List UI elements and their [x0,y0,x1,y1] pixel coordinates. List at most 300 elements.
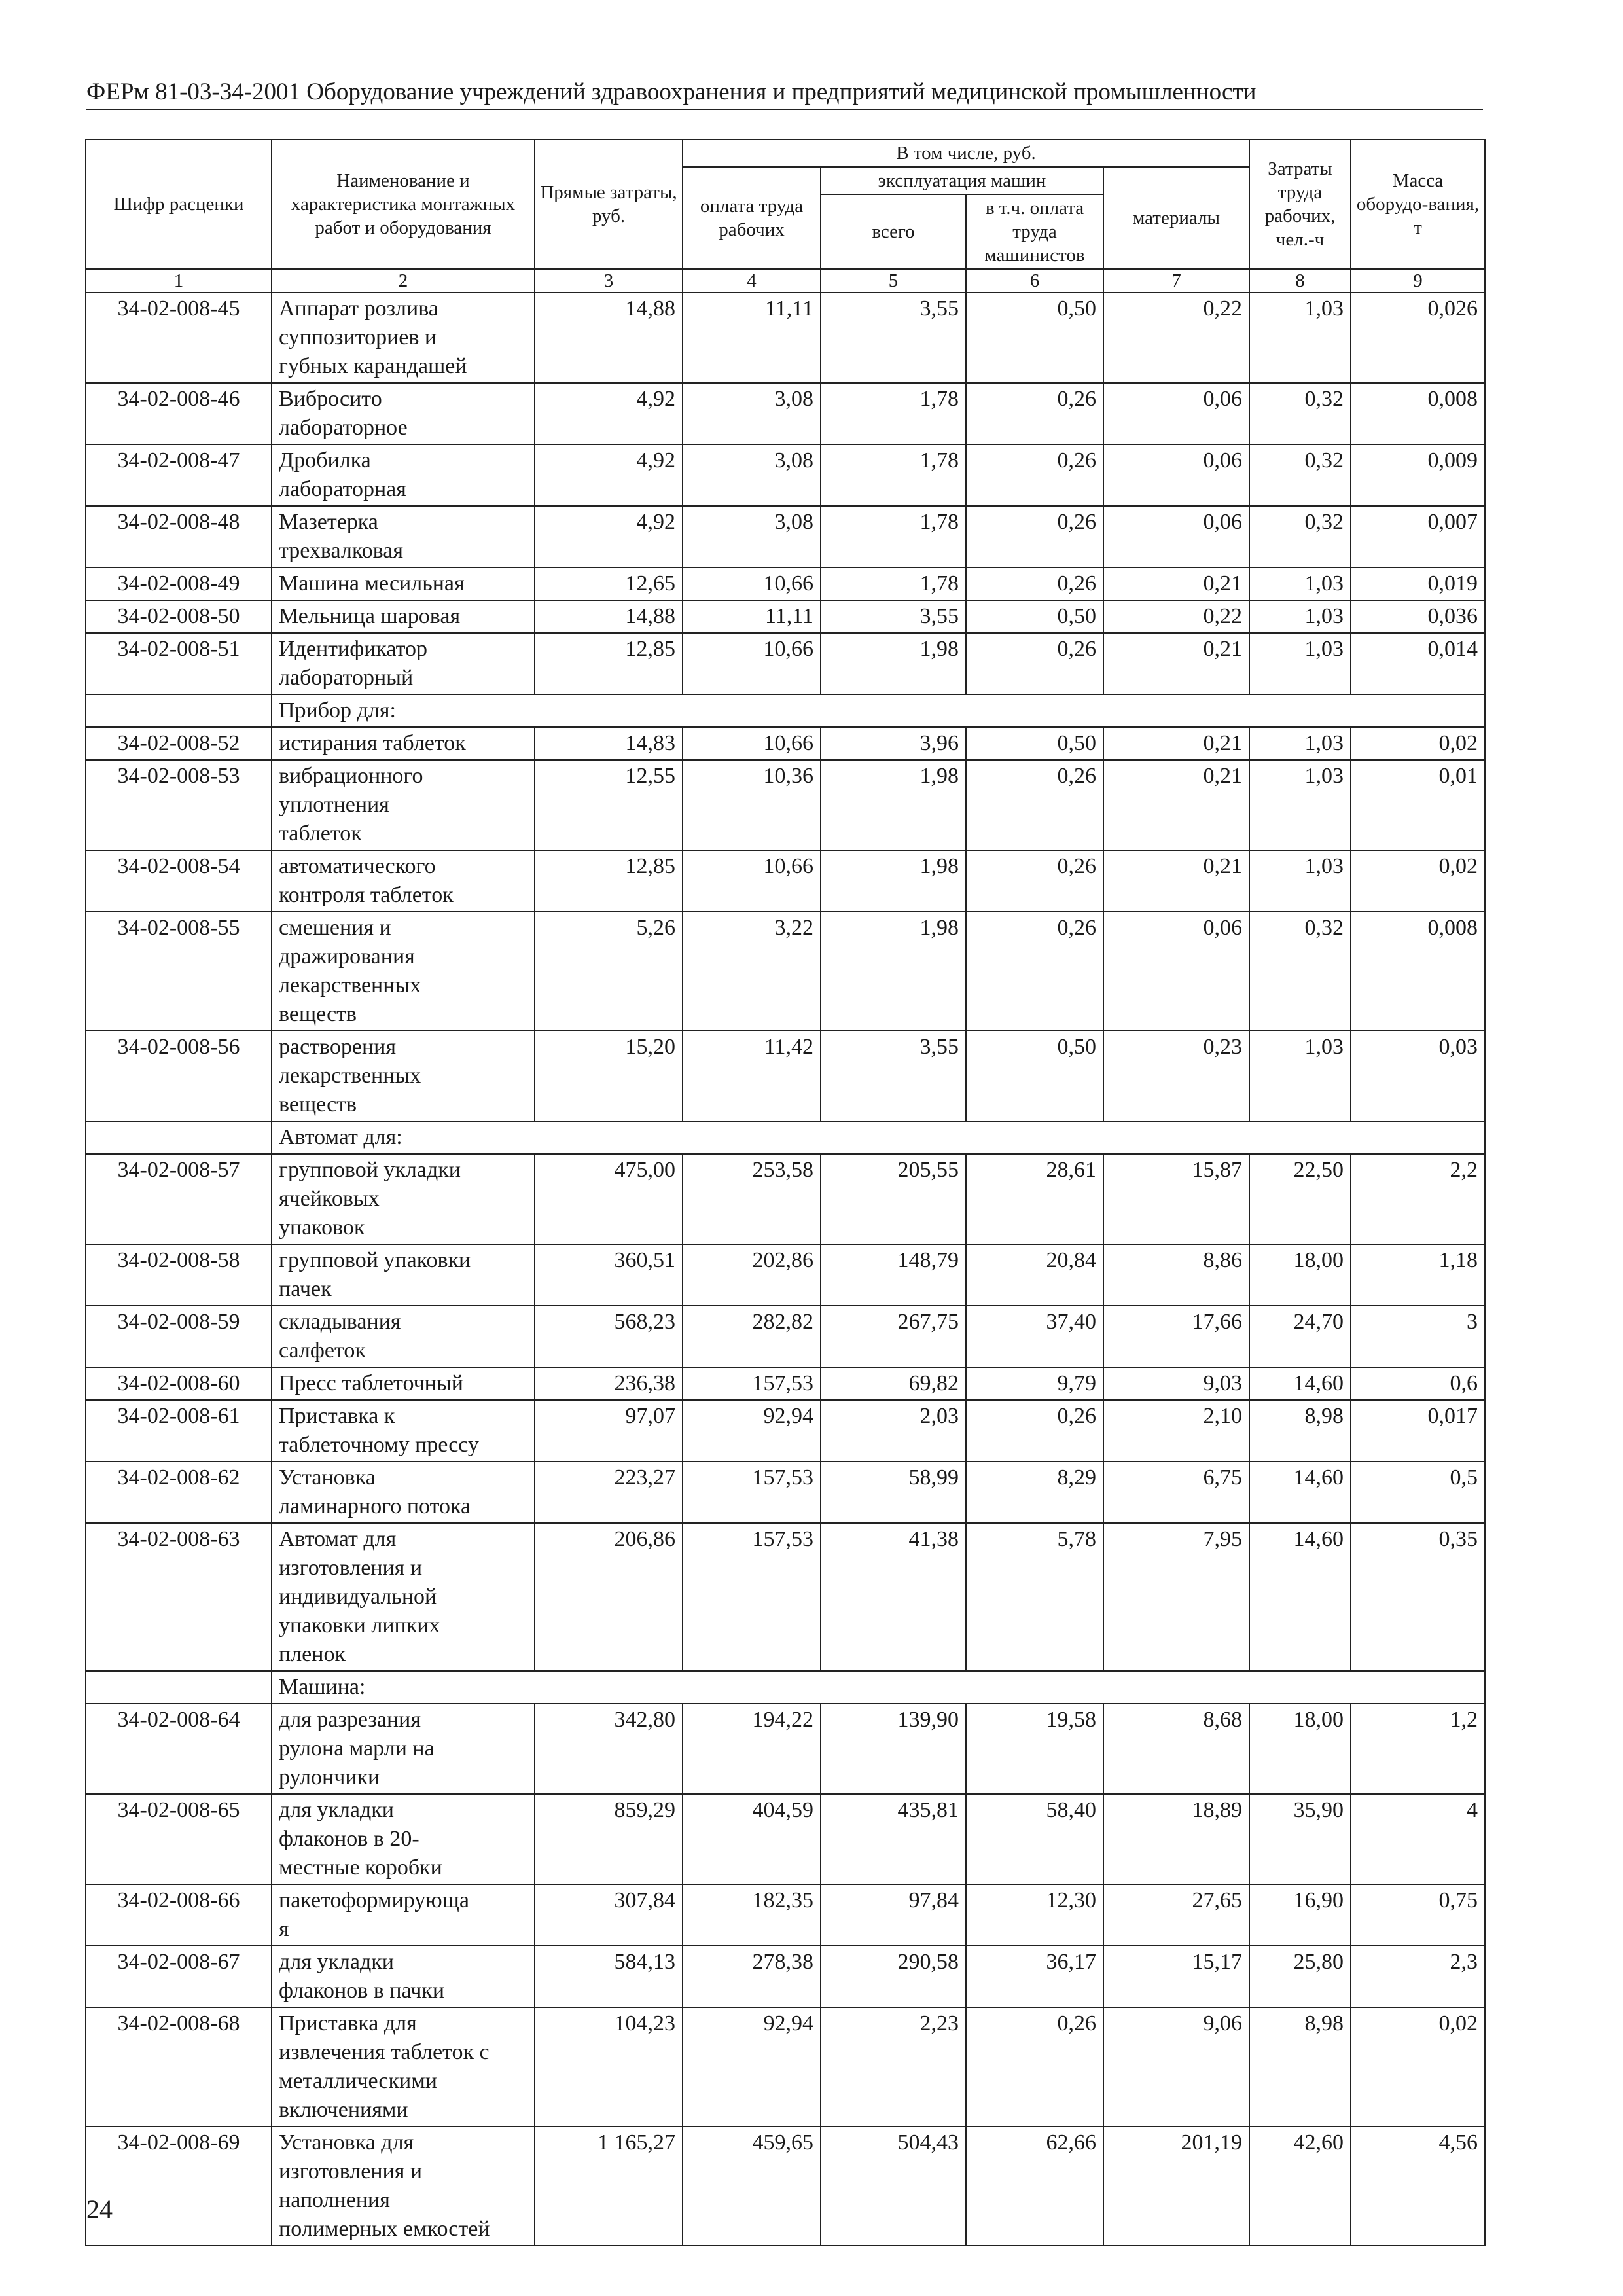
worker-wages-value: 253,58 [683,1154,821,1244]
equipment-name-line: для укладки [279,1950,394,1974]
equipment-name [272,1154,535,1244]
rate-code: 34-02-008-62 [86,1462,272,1523]
worker-wages-value: 3,22 [683,912,821,1031]
page-number: 24 [86,2195,113,2224]
machinist-wages-value: 0,26 [966,506,1103,567]
equipment-name-line: местные коробки [279,1856,442,1880]
equipment-name-line: таблеточному прессу [279,1433,479,1457]
machinist-wages-value: 0,26 [966,912,1103,1031]
equipment-name-line: контроля таблеток [279,883,454,907]
equipment-name-line: флаконов в 20- [279,1827,419,1851]
mass-value: 0,03 [1351,1031,1485,1121]
table-row [86,633,1485,694]
column-number: 2 [272,269,535,293]
equipment-name [272,2126,535,2246]
machine-total-value: 1,98 [821,850,966,912]
equipment-name-line: дражирования [279,944,415,969]
table-row [86,444,1485,506]
materials-value: 0,21 [1103,633,1249,694]
equipment-name-line: Машина месильная [279,571,465,596]
equipment-name [272,1884,535,1946]
header-labor-costs: Затраты труда рабочих, чел.-ч [1249,139,1351,269]
labor-costs-value: 1,03 [1249,633,1351,694]
section-code-cell [86,694,272,727]
equipment-name-line: веществ [279,1002,357,1026]
machinist-wages-value: 0,26 [966,567,1103,600]
column-number: 1 [86,269,272,293]
equipment-name-line: флаконов в пачки [279,1979,445,2003]
machine-total-value: 58,99 [821,1462,966,1523]
labor-costs-value: 1,03 [1249,760,1351,850]
table-row [86,850,1485,912]
equipment-name-line: Установка для [279,2130,414,2155]
column-number: 4 [683,269,821,293]
worker-wages-value: 278,38 [683,1946,821,2007]
machinist-wages-value: 0,26 [966,444,1103,506]
machinist-wages-value: 37,40 [966,1306,1103,1367]
column-number: 8 [1249,269,1351,293]
equipment-name [272,2007,535,2126]
labor-costs-value: 18,00 [1249,1704,1351,1794]
labor-costs-value: 18,00 [1249,1244,1351,1306]
table-row [86,293,1485,383]
equipment-name [272,1244,535,1306]
rate-code: 34-02-008-49 [86,567,272,600]
worker-wages-value: 3,08 [683,506,821,567]
labor-costs-value: 14,60 [1249,1367,1351,1400]
rate-code: 34-02-008-45 [86,293,272,383]
mass-value: 0,009 [1351,444,1485,506]
table-row [86,1946,1485,2007]
equipment-name [272,444,535,506]
rate-code: 34-02-008-63 [86,1523,272,1671]
machine-total-value: 2,23 [821,2007,966,2126]
labor-costs-value: 0,32 [1249,444,1351,506]
column-number: 6 [966,269,1103,293]
machinist-wages-value: 0,26 [966,383,1103,444]
materials-value: 201,19 [1103,2126,1249,2246]
materials-value: 9,03 [1103,1367,1249,1400]
rate-code: 34-02-008-52 [86,727,272,760]
equipment-name-line: металлическими [279,2069,437,2093]
worker-wages-value: 157,53 [683,1367,821,1400]
table-row [86,1031,1485,1121]
rate-code: 34-02-008-56 [86,1031,272,1121]
equipment-name-line: групповой упаковки [279,1248,471,1272]
materials-value: 6,75 [1103,1462,1249,1523]
direct-costs-value: 859,29 [535,1794,683,1884]
table-row [86,760,1485,850]
worker-wages-value: 10,66 [683,727,821,760]
worker-wages-value: 282,82 [683,1306,821,1367]
labor-costs-value: 8,98 [1249,2007,1351,2126]
table-row [86,727,1485,760]
mass-value: 0,02 [1351,2007,1485,2126]
machine-total-value: 148,79 [821,1244,966,1306]
worker-wages-value: 10,36 [683,760,821,850]
mass-value: 0,008 [1351,383,1485,444]
equipment-name-line: ячейковых [279,1187,380,1211]
materials-value: 0,21 [1103,760,1249,850]
equipment-name-line: для укладки [279,1798,394,1822]
equipment-name-line: Пресс таблеточный [279,1371,463,1395]
labor-costs-value: 1,03 [1249,850,1351,912]
equipment-name [272,383,535,444]
labor-costs-value: 22,50 [1249,1154,1351,1244]
table-row [86,1154,1485,1244]
worker-wages-value: 11,11 [683,293,821,383]
equipment-name-line: вибрационного [279,764,423,788]
direct-costs-value: 475,00 [535,1154,683,1244]
machinist-wages-value: 9,79 [966,1367,1103,1400]
equipment-name-line: лабораторный [279,666,414,690]
direct-costs-value: 307,84 [535,1884,683,1946]
machine-total-value: 3,96 [821,727,966,760]
materials-value: 8,68 [1103,1704,1249,1794]
section-row [86,694,1485,727]
rate-code: 34-02-008-59 [86,1306,272,1367]
worker-wages-value: 3,08 [683,383,821,444]
rate-code: 34-02-008-68 [86,2007,272,2126]
header-including: В том числе, руб. [683,139,1249,167]
column-number: 9 [1351,269,1485,293]
rate-code: 34-02-008-55 [86,912,272,1031]
header-code: Шифр расценки [86,139,272,269]
rate-code: 34-02-008-65 [86,1794,272,1884]
materials-value: 0,22 [1103,600,1249,633]
equipment-name-line: трехвалковая [279,539,404,563]
header-machine-total: всего [821,194,966,269]
machine-total-value: 504,43 [821,2126,966,2246]
table-row [86,2126,1485,2246]
machinist-wages-value: 0,26 [966,2007,1103,2126]
direct-costs-value: 236,38 [535,1367,683,1400]
equipment-name-line: рулона марли на [279,1736,435,1761]
machine-total-value: 3,55 [821,1031,966,1121]
machine-total-value: 97,84 [821,1884,966,1946]
header-materials: материалы [1103,167,1249,269]
materials-value: 8,86 [1103,1244,1249,1306]
header-worker-wages: оплата труда рабочих [683,167,821,269]
machinist-wages-value: 0,50 [966,293,1103,383]
machinist-wages-value: 0,26 [966,633,1103,694]
equipment-name-line: лекарственных [279,1064,421,1088]
equipment-name-line: уплотнения [279,793,389,817]
table-row [86,506,1485,567]
direct-costs-value: 14,88 [535,293,683,383]
equipment-name [272,1031,535,1121]
equipment-name-line: пачек [279,1277,332,1301]
direct-costs-value: 12,85 [535,850,683,912]
table-row [86,1523,1485,1671]
mass-value: 0,017 [1351,1400,1485,1462]
equipment-name-line: изготовления и [279,1556,423,1580]
materials-value: 18,89 [1103,1794,1249,1884]
mass-value: 0,036 [1351,600,1485,633]
machinist-wages-value: 28,61 [966,1154,1103,1244]
materials-value: 7,95 [1103,1523,1249,1671]
rate-code: 34-02-008-69 [86,2126,272,2246]
mass-value: 0,5 [1351,1462,1485,1523]
equipment-name [272,506,535,567]
mass-value: 0,026 [1351,293,1485,383]
labor-costs-value: 16,90 [1249,1884,1351,1946]
materials-value: 15,87 [1103,1154,1249,1244]
section-title: Автомат для: [272,1121,1485,1154]
table-row [86,1244,1485,1306]
rate-code: 34-02-008-61 [86,1400,272,1462]
rate-code: 34-02-008-48 [86,506,272,567]
header-machinist-wages: в т.ч. оплата труда машинистов [966,194,1103,269]
materials-value: 2,10 [1103,1400,1249,1462]
machine-total-value: 1,78 [821,444,966,506]
equipment-name-line: Приставка для [279,2011,417,2036]
equipment-name [272,727,535,760]
machinist-wages-value: 12,30 [966,1884,1103,1946]
equipment-name-line: лекарственных [279,973,421,997]
equipment-name [272,567,535,600]
labor-costs-value: 14,60 [1249,1462,1351,1523]
equipment-name-line: Приставка к [279,1404,395,1428]
rate-code: 34-02-008-54 [86,850,272,912]
equipment-name-line: индивидуальной [279,1585,437,1609]
worker-wages-value: 10,66 [683,567,821,600]
equipment-name [272,850,535,912]
table-row [86,2007,1485,2126]
equipment-name-line: веществ [279,1092,357,1117]
machine-total-value: 1,98 [821,633,966,694]
machinist-wages-value: 19,58 [966,1704,1103,1794]
direct-costs-value: 104,23 [535,2007,683,2126]
labor-costs-value: 24,70 [1249,1306,1351,1367]
labor-costs-value: 1,03 [1249,600,1351,633]
labor-costs-value: 1,03 [1249,567,1351,600]
equipment-name-line: наполнения [279,2188,390,2212]
equipment-name-line: растворения [279,1035,396,1059]
section-code-cell [86,1121,272,1154]
worker-wages-value: 194,22 [683,1704,821,1794]
equipment-name-line: складывания [279,1310,401,1334]
labor-costs-value: 0,32 [1249,912,1351,1031]
equipment-name-line: Аппарат розлива [279,296,438,321]
table-row [86,1704,1485,1794]
materials-value: 0,06 [1103,506,1249,567]
labor-costs-value: 35,90 [1249,1794,1351,1884]
mass-value: 1,18 [1351,1244,1485,1306]
machine-total-value: 1,78 [821,383,966,444]
rate-code: 34-02-008-60 [86,1367,272,1400]
mass-value: 4,56 [1351,2126,1485,2246]
equipment-name-line: Дробилка [279,448,371,473]
table-row [86,1367,1485,1400]
materials-value: 0,06 [1103,383,1249,444]
machine-total-value: 3,55 [821,293,966,383]
machinist-wages-value: 0,26 [966,850,1103,912]
equipment-name-line: упаковки липких [279,1613,440,1638]
header-direct-costs: Прямые затраты, руб. [535,139,683,269]
worker-wages-value: 11,11 [683,600,821,633]
materials-value: 0,23 [1103,1031,1249,1121]
table-row [86,1306,1485,1367]
direct-costs-value: 584,13 [535,1946,683,2007]
table-header [86,139,1485,293]
equipment-name [272,1946,535,2007]
table-row [86,1884,1485,1946]
equipment-name [272,1367,535,1400]
machinist-wages-value: 36,17 [966,1946,1103,2007]
equipment-name-line: лабораторное [279,416,408,440]
equipment-name-line: истирания таблеток [279,731,466,755]
labor-costs-value: 14,60 [1249,1523,1351,1671]
rate-code: 34-02-008-57 [86,1154,272,1244]
machinist-wages-value: 5,78 [966,1523,1103,1671]
table-row [86,1794,1485,1884]
direct-costs-value: 223,27 [535,1462,683,1523]
equipment-name-line: изготовления и [279,2159,423,2183]
mass-value: 2,3 [1351,1946,1485,2007]
rate-code: 34-02-008-51 [86,633,272,694]
rate-code: 34-02-008-67 [86,1946,272,2007]
equipment-name-line: групповой укладки [279,1158,461,1182]
worker-wages-value: 459,65 [683,2126,821,2246]
materials-value: 0,21 [1103,567,1249,600]
mass-value: 0,014 [1351,633,1485,694]
equipment-name-line: пленок [279,1642,346,1666]
equipment-name-line: для разрезания [279,1708,421,1732]
rate-code: 34-02-008-53 [86,760,272,850]
direct-costs-value: 12,85 [535,633,683,694]
labor-costs-value: 25,80 [1249,1946,1351,2007]
worker-wages-value: 11,42 [683,1031,821,1121]
materials-value: 9,06 [1103,2007,1249,2126]
rate-code: 34-02-008-46 [86,383,272,444]
machinist-wages-value: 0,50 [966,600,1103,633]
direct-costs-value: 342,80 [535,1704,683,1794]
machine-total-value: 1,78 [821,506,966,567]
machine-total-value: 139,90 [821,1704,966,1794]
mass-value: 0,75 [1351,1884,1485,1946]
machine-total-value: 3,55 [821,600,966,633]
equipment-name-line: Идентификатор [279,637,428,661]
table-row [86,1462,1485,1523]
worker-wages-value: 157,53 [683,1462,821,1523]
equipment-name [272,1306,535,1367]
equipment-name-line: суппозиториев и [279,325,437,350]
direct-costs-value: 4,92 [535,444,683,506]
section-title: Машина: [272,1671,1485,1704]
machine-total-value: 1,98 [821,760,966,850]
worker-wages-value: 157,53 [683,1523,821,1671]
equipment-name-line: извлечения таблеток с [279,2040,490,2064]
labor-costs-value: 1,03 [1249,1031,1351,1121]
worker-wages-value: 10,66 [683,850,821,912]
equipment-name [272,760,535,850]
table-row [86,600,1485,633]
table-row [86,1400,1485,1462]
mass-value: 3 [1351,1306,1485,1367]
labor-costs-value: 0,32 [1249,506,1351,567]
machinist-wages-value: 20,84 [966,1244,1103,1306]
equipment-name-line: Мазетерка [279,510,378,534]
table-body [86,293,1485,2246]
column-number: 3 [535,269,683,293]
worker-wages-value: 182,35 [683,1884,821,1946]
worker-wages-value: 3,08 [683,444,821,506]
machinist-wages-value: 58,40 [966,1794,1103,1884]
equipment-name-line: Установка [279,1465,376,1490]
table-row [86,383,1485,444]
direct-costs-value: 360,51 [535,1244,683,1306]
machinist-wages-value: 0,50 [966,1031,1103,1121]
materials-value: 0,21 [1103,727,1249,760]
direct-costs-value: 4,92 [535,506,683,567]
materials-value: 0,06 [1103,444,1249,506]
labor-costs-value: 0,32 [1249,383,1351,444]
worker-wages-value: 92,94 [683,2007,821,2126]
equipment-name-line: я [279,1917,289,1941]
direct-costs-value: 5,26 [535,912,683,1031]
machinist-wages-value: 0,26 [966,760,1103,850]
equipment-name-line: включениями [279,2098,408,2122]
mass-value: 0,019 [1351,567,1485,600]
equipment-name [272,1462,535,1523]
machine-total-value: 267,75 [821,1306,966,1367]
machine-total-value: 1,98 [821,912,966,1031]
materials-value: 0,22 [1103,293,1249,383]
equipment-name-line: рулончики [279,1765,380,1789]
column-number: 7 [1103,269,1249,293]
direct-costs-value: 206,86 [535,1523,683,1671]
direct-costs-value: 14,83 [535,727,683,760]
equipment-name [272,293,535,383]
equipment-name-line: лабораторная [279,477,406,501]
equipment-name-line: ламинарного потока [279,1494,471,1518]
mass-value: 0,02 [1351,850,1485,912]
materials-value: 17,66 [1103,1306,1249,1367]
rate-code: 34-02-008-64 [86,1704,272,1794]
mass-value: 1,2 [1351,1704,1485,1794]
mass-value: 4 [1351,1794,1485,1884]
equipment-name [272,912,535,1031]
equipment-name [272,600,535,633]
materials-value: 0,06 [1103,912,1249,1031]
mass-value: 0,35 [1351,1523,1485,1671]
machinist-wages-value: 8,29 [966,1462,1103,1523]
machine-total-value: 41,38 [821,1523,966,1671]
worker-wages-value: 404,59 [683,1794,821,1884]
header-name: Наименование и характеристика монтажных работ и оборудования [272,139,535,269]
direct-costs-value: 15,20 [535,1031,683,1121]
materials-value: 27,65 [1103,1884,1249,1946]
equipment-name-line: пакетоформирующа [279,1888,469,1912]
section-row [86,1671,1485,1704]
worker-wages-value: 202,86 [683,1244,821,1306]
equipment-name-line: салфеток [279,1338,366,1363]
worker-wages-value: 92,94 [683,1400,821,1462]
section-code-cell [86,1671,272,1704]
labor-costs-value: 1,03 [1249,727,1351,760]
direct-costs-value: 568,23 [535,1306,683,1367]
mass-value: 0,01 [1351,760,1485,850]
equipment-name-line: смешения и [279,916,391,940]
mass-value: 2,2 [1351,1154,1485,1244]
equipment-name [272,1523,535,1671]
rates-table [85,139,1486,2246]
mass-value: 0,008 [1351,912,1485,1031]
rate-code: 34-02-008-50 [86,600,272,633]
machine-total-value: 205,55 [821,1154,966,1244]
rate-code: 34-02-008-47 [86,444,272,506]
